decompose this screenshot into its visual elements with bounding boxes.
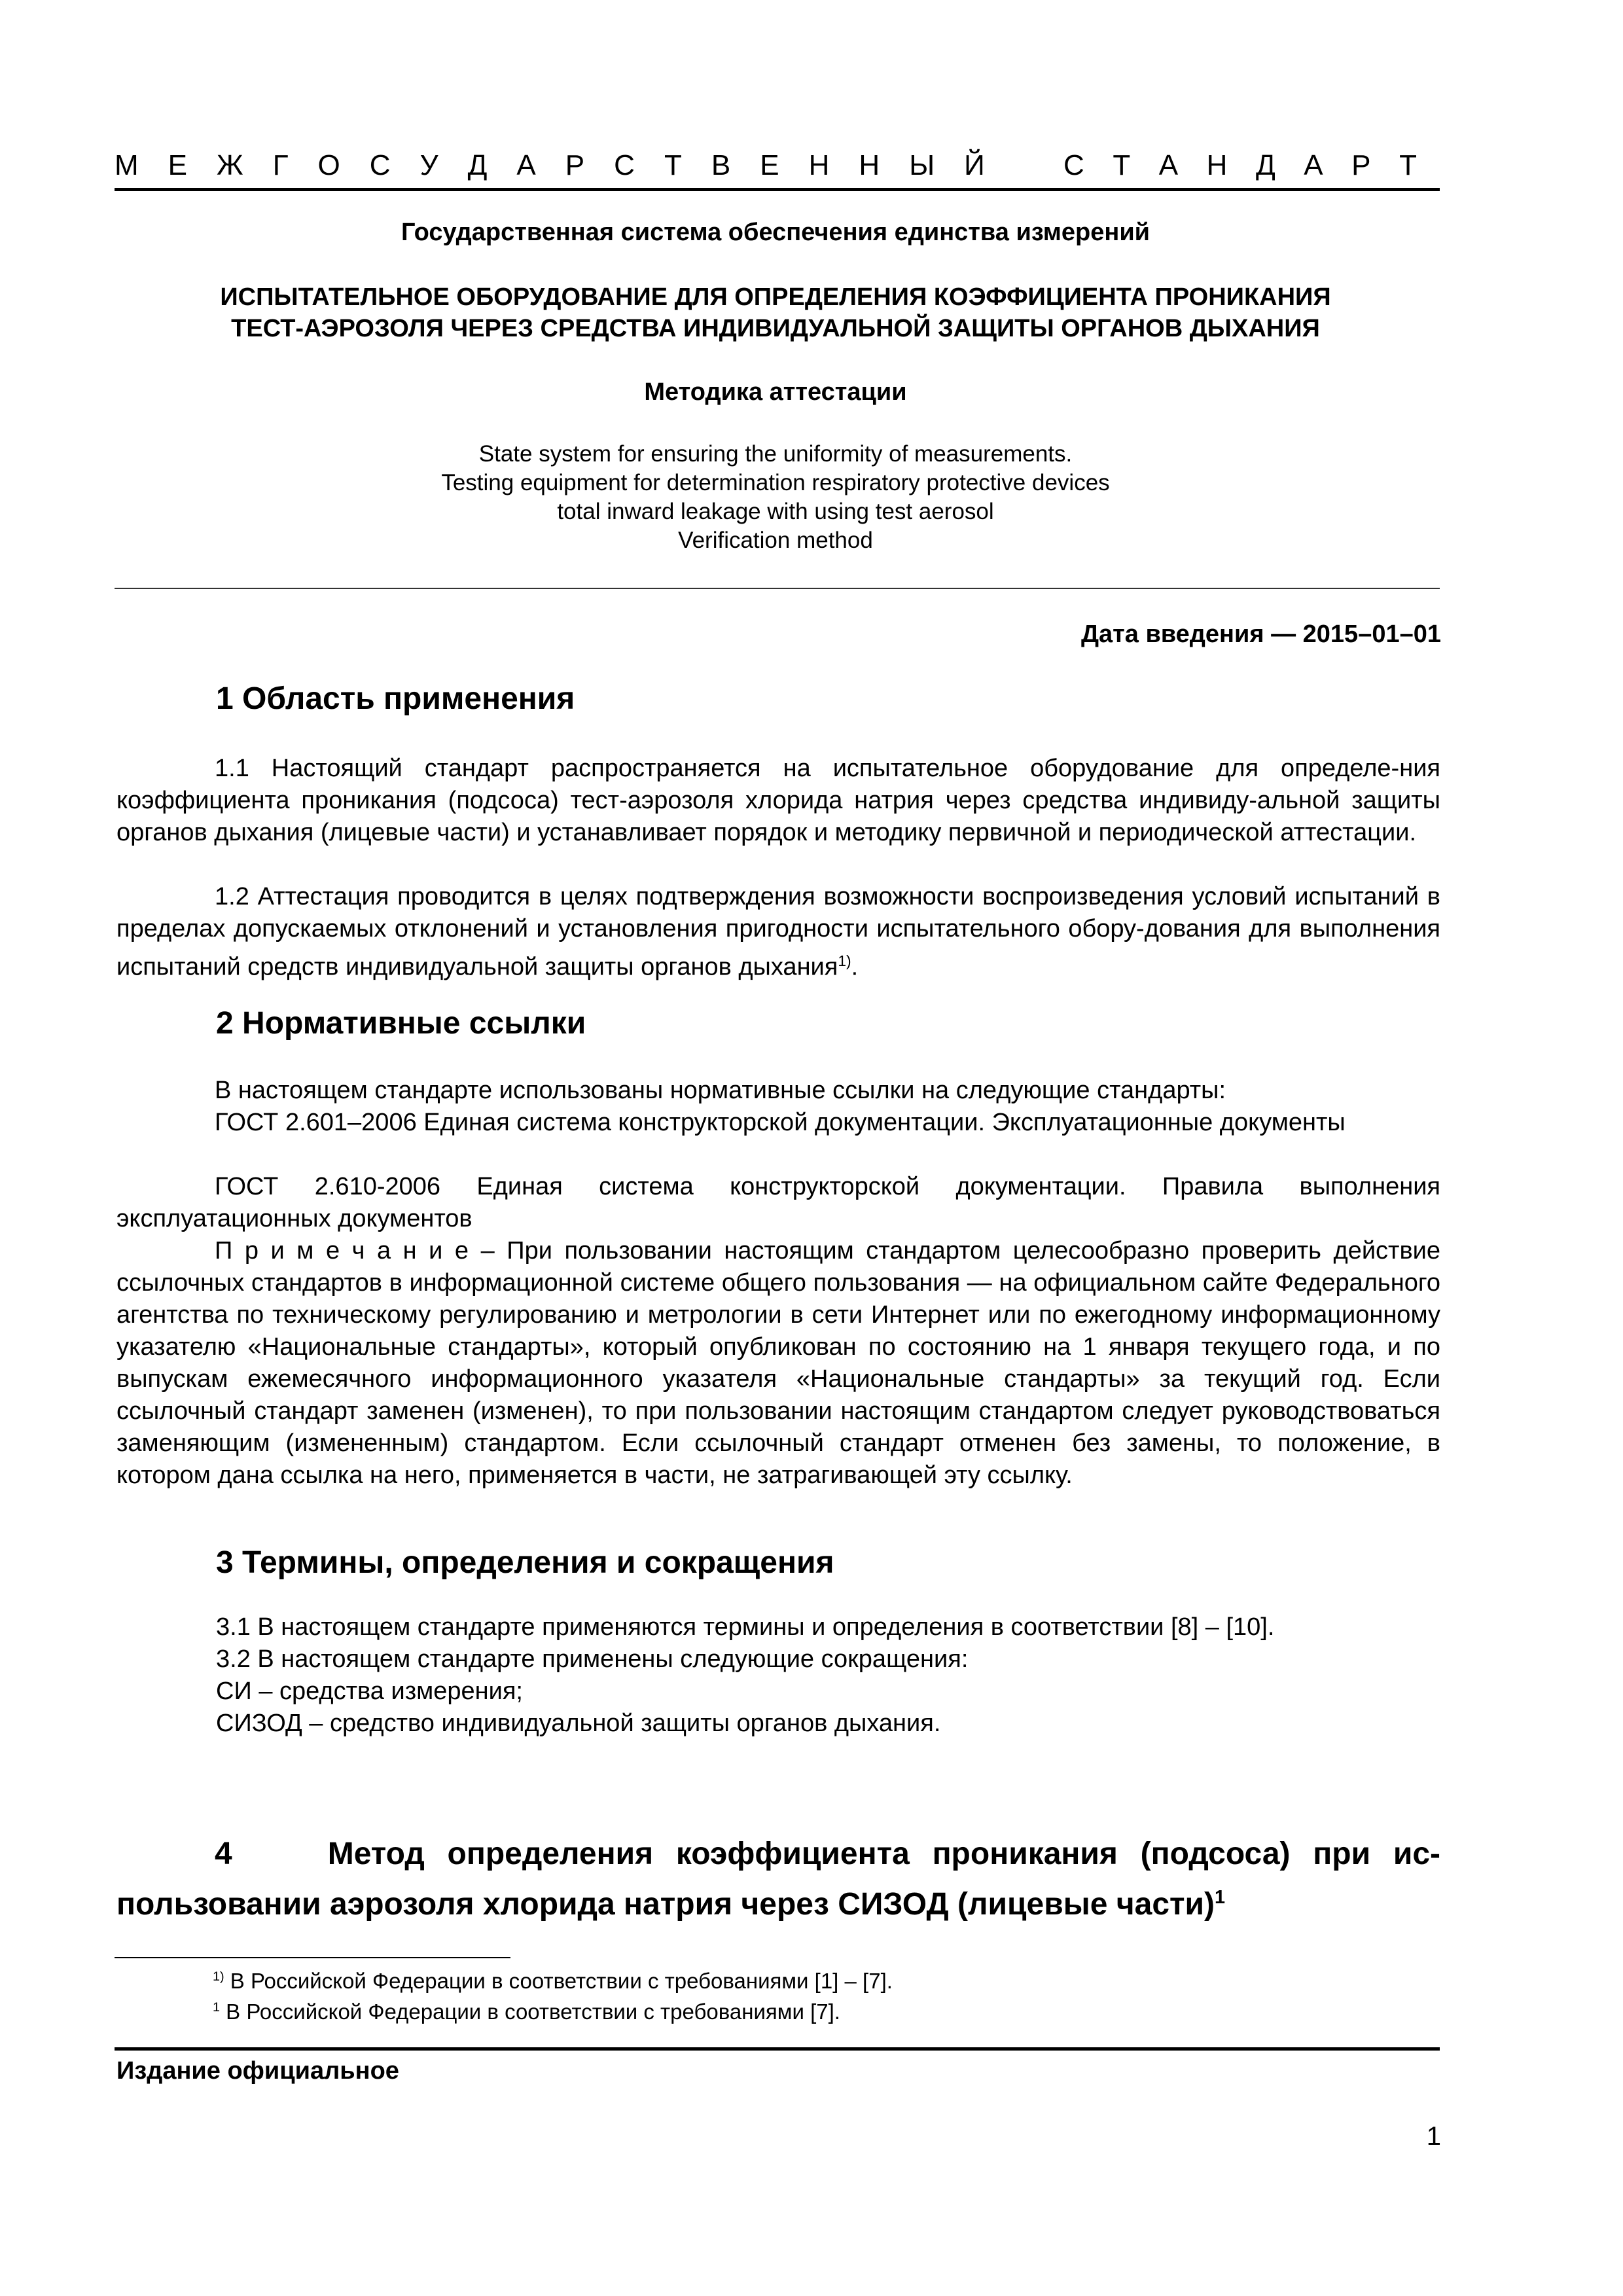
document-title-line-1: ИСПЫТАТЕЛЬНОЕ ОБОРУДОВАНИЕ ДЛЯ ОПРЕДЕЛЕНИЯ КОЭФФИЦИЕНТА ПРОНИКАНИЯ [220, 283, 1331, 311]
footnote-1-mark: 1) [213, 1969, 224, 1984]
title-letter: Ж [217, 149, 243, 181]
title-letter: Н [1206, 149, 1228, 181]
title-letter: Ы [909, 149, 935, 181]
footnote-ref-section-4: 1 [1215, 1887, 1226, 1908]
abbreviation-sizod: СИЗОД – средство индивидуальной защиты органов дыхания. [216, 1710, 941, 1737]
document-method-title: Методика аттестации [644, 378, 907, 406]
title-letter: Е [168, 149, 188, 181]
note-label: П р и м е ч а н и е [215, 1237, 469, 1265]
title-letter: Е [760, 149, 779, 181]
footnote-2-mark: 1 [213, 2000, 221, 2015]
title-letter: Н [808, 149, 830, 181]
section-1-paragraph-1 [116, 753, 1440, 849]
title-letter: А [1158, 149, 1179, 181]
title-letter: С [1063, 149, 1084, 181]
title-block-divider [115, 588, 1440, 589]
section-2-reference-gost-2-610: ГОСТ 2.610-2006 Единая система конструкторской документации. Правила выполнения эксплуатационных документов [116, 1173, 1440, 1232]
section-4-number: 4 [215, 1837, 232, 1871]
section-2-heading: 2 Нормативные ссылки [216, 1006, 586, 1041]
title-letter: А [1304, 149, 1323, 181]
title-letter: У [419, 149, 438, 181]
standard-type-title [115, 149, 1417, 182]
section-3-item-3-2: 3.2 В настоящем стандарте применены следующие сокращения: [216, 1645, 969, 1673]
title-letter: Д [467, 149, 488, 181]
title-letter: С [369, 149, 391, 181]
section-3-item-3-1: 3.1 В настоящем стандарте применяются термины и определения в соответствии [8] – [10]. [216, 1613, 1275, 1641]
section-1-heading: 1 Область применения [216, 681, 575, 716]
section-2-intro: В настоящем стандарте использованы нормативные ссылки на следующие стандарты: [215, 1077, 1226, 1104]
page-number: 1 [1426, 2122, 1441, 2151]
section-1-paragraph-1-text: 1.1 Настоящий стандарт распространяется на испытательное оборудование для определе-ния коэффициента проникания (подсоса) тест-аэрозоля хлорида натрия через средства индивиду-альной защиты органов дыхания (лицевые части) и устанавливает порядок и методику первичной и периодической аттестации. [116, 755, 1440, 846]
standard-type-word-interstate [115, 149, 985, 182]
footnote-2-text: В Российской Федерации в соответствии с требованиями [7]. [220, 2000, 840, 2024]
title-letter: В [711, 149, 731, 181]
standard-type-word-standard [1063, 149, 1417, 182]
footer-rule [115, 2047, 1440, 2051]
section-2-reference-gost-2-601: ГОСТ 2.601–2006 Единая система конструкторской документации. Эксплуатационные документы [215, 1109, 1346, 1136]
english-title-line-3: total inward leakage with using test aerosol [557, 499, 994, 524]
title-letter: Т [1113, 149, 1131, 181]
section-4-heading [116, 1833, 1440, 1926]
header-rule [115, 188, 1440, 191]
title-letter: О [317, 149, 340, 181]
document-title-line-2: ТЕСТ-АЭРОЗОЛЯ ЧЕРЕЗ СРЕДСТВА ИНДИВИДУАЛЬНОЙ ЗАЩИТЫ ОРГАНОВ ДЫХАНИЯ [231, 315, 1320, 342]
section-4-title: Метод определения коэффициента проникания (подсоса) при ис-пользовании аэрозоля хлорида натрия через СИЗОД (лицевые части) [116, 1837, 1440, 1922]
title-letter: Р [1351, 149, 1371, 181]
document-title [115, 281, 1436, 344]
title-letter: Т [1399, 149, 1417, 181]
official-edition-label: Издание официальное [116, 2057, 399, 2085]
document-subtitle: Государственная система обеспечения единства измерений [401, 219, 1150, 246]
title-letter: Т [664, 149, 682, 181]
english-title-line-1: State system for ensuring the uniformity of measurements. [478, 441, 1073, 467]
section-1-paragraph-2-text: 1.2 Аттестация проводится в целях подтверждения возможности воспроизведения условий испытаний в пределах допускаемых отклонений и установления пригодности испытательного обору-дования для выполнения испытаний средств индивидуальной защиты органов дыхания [116, 883, 1440, 981]
abbreviation-si: СИ – средства измерения; [216, 1677, 523, 1705]
english-title-line-2: Testing equipment for determination respiratory protective devices [441, 470, 1110, 495]
title-letter: Д [1255, 149, 1275, 181]
footnote-1-text: В Российской Федерации в соответствии с требованиями [1] – [7]. [224, 1969, 893, 1993]
title-letter: Г [272, 149, 289, 181]
title-letter: Й [964, 149, 985, 181]
title-letter: Н [859, 149, 880, 181]
footnote-ref-1: 1) [838, 952, 851, 969]
english-title [115, 440, 1436, 555]
footnote-1 [213, 1969, 893, 1994]
section-1-paragraph-2-end: . [851, 953, 859, 981]
section-2-note [116, 1235, 1440, 1492]
footnote-separator [115, 1957, 510, 1958]
introduction-date: Дата введения — 2015–01–01 [1080, 620, 1441, 648]
footnote-2 [213, 2000, 840, 2024]
section-1-paragraph-2 [116, 881, 1440, 984]
title-letter: Р [565, 149, 585, 181]
english-title-line-4: Verification method [678, 528, 873, 553]
title-letter: С [614, 149, 635, 181]
title-letter: М [115, 149, 139, 181]
section-3-heading: 3 Термины, определения и сокращения [216, 1545, 834, 1580]
note-text: – При пользовании настоящим стандартом целесообразно проверить действие ссылочных стандартов в информационной системе общего пользования — на официальном сайте Федерального агентства по техническому регулированию и метрологии в сети Интернет или по ежегодному информационному указателю «Национальные стандарты», который опубликован по состоянию на 1 января текущего года, и по выпускам ежемесячного информационного указателя «Национальные стандарты» за текущий год. Если ссылочный стандарт заменен (изменен), то при пользовании настоящим стандартом следует руководствоваться заменяющим (измененным) стандартом. Если ссылочный стандарт отменен без замены, то положение, в котором дана ссылка на него, применяется в части, не затрагивающей эту ссылку. [116, 1237, 1440, 1489]
title-letter: А [516, 149, 536, 181]
